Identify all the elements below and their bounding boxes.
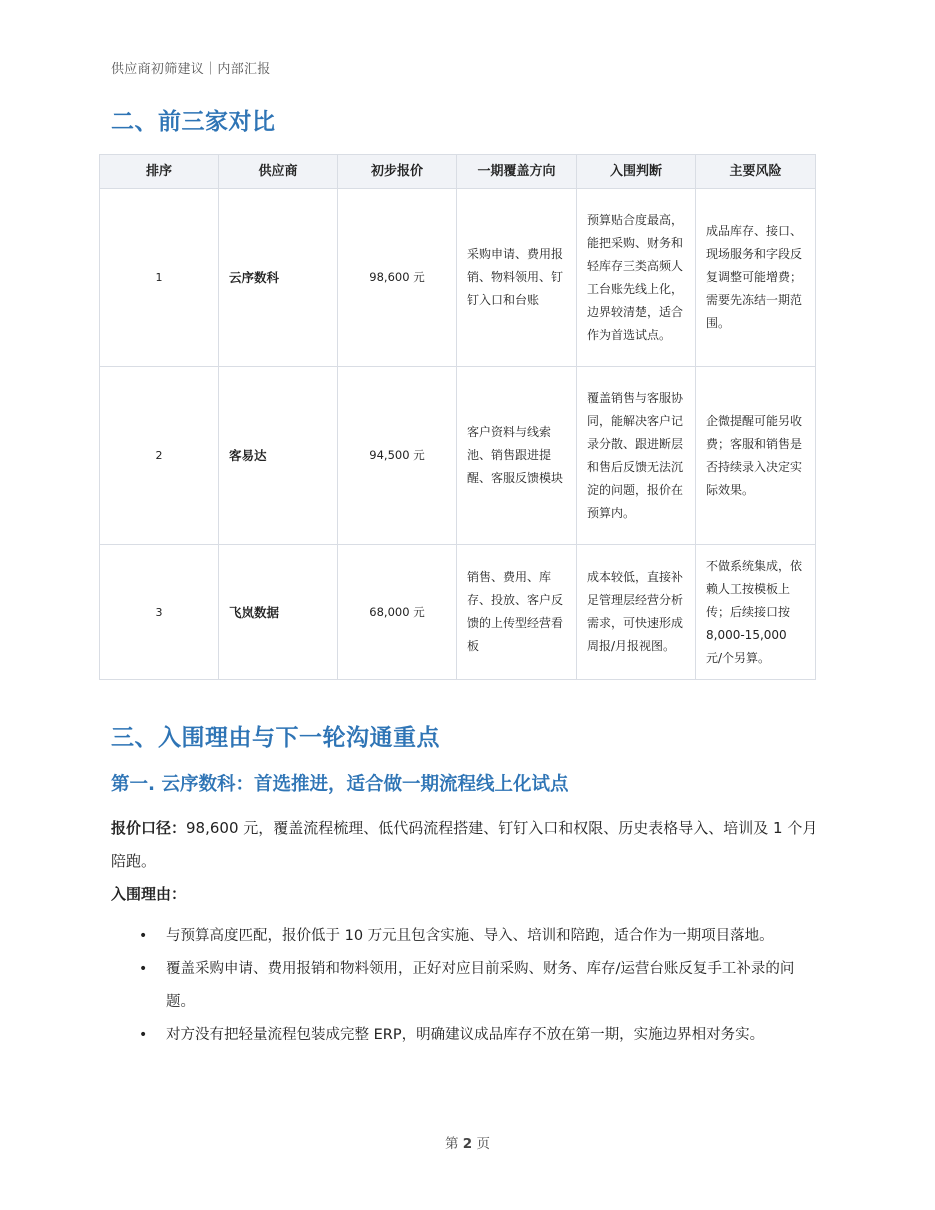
cell-vendor: 云序数科: [219, 189, 338, 367]
comparison-table: [99, 154, 816, 680]
reason-text: 覆盖采购申请、费用报销和物料领用，正好对应目前采购、财务、库存/运营台账反复手工补录的问题。: [166, 961, 795, 1010]
table-row: [100, 189, 816, 367]
table-header-row: [100, 155, 816, 189]
cell-coverage: 销售、费用、库存、投放、客户反馈的上传型经营看板: [457, 545, 577, 680]
reason-text: 与预算高度匹配，报价低于 10 万元且包含实施、导入、培训和陪跑，适合作为一期项目落地。: [166, 928, 774, 944]
list-item: [111, 920, 821, 953]
section-title-reasons: 三、入围理由与下一轮沟通重点: [111, 725, 440, 751]
page-suffix: 页: [476, 1136, 490, 1152]
page-number: 2: [462, 1136, 473, 1152]
price-text: 98,600 元，覆盖流程梳理、低代码流程搭建、钉钉入口和权限、历史表格导入、培训及 1 个月陪跑。: [111, 819, 818, 870]
col-header-price: 初步报价: [338, 155, 457, 189]
table-row: [100, 545, 816, 680]
cell-price: 68,000 元: [338, 545, 457, 680]
cell-rank: 2: [100, 367, 219, 545]
price-label: 报价口径：: [111, 819, 187, 837]
reason-label: 入围理由：: [111, 885, 187, 903]
table-row: [100, 367, 816, 545]
col-header-coverage: 一期覆盖方向: [457, 155, 577, 189]
cell-risk: 成品库存、接口、现场服务和字段反复调整可能增费；需要先冻结一期范围。: [696, 189, 816, 367]
page-footer: [0, 1132, 935, 1152]
subsection-title-yunxu: 第一. 云序数科：首选推进，适合做一期流程线上化试点: [111, 774, 569, 795]
reasons-list: [111, 920, 821, 1052]
reason-text: 对方没有把轻量流程包装成完整 ERP，明确建议成品库存不放在第一期，实施边界相对务实。: [166, 1027, 765, 1043]
cell-rank: 3: [100, 545, 219, 680]
cell-vendor: 飞岚数据: [219, 545, 338, 680]
col-header-judgement: 入围判断: [577, 155, 696, 189]
cell-risk: 企微提醒可能另收费；客服和销售是否持续录入决定实际效果。: [696, 367, 816, 545]
list-item: [111, 953, 821, 1019]
col-header-rank: 排序: [100, 155, 219, 189]
bullet-icon: •: [139, 928, 148, 944]
cell-rank: 1: [100, 189, 219, 367]
cell-judgement: 成本较低，直接补足管理层经营分析需求，可快速形成周报/月报视图。: [577, 545, 696, 680]
section-title-comparison: 二、前三家对比: [111, 109, 276, 135]
cell-judgement: 覆盖销售与客服协同，能解决客户记录分散、跟进断层和售后反馈无法沉淀的问题，报价在预算内。: [577, 367, 696, 545]
cell-judgement: 预算贴合度最高，能把采购、财务和轻库存三类高频人工台账先线上化，边界较清楚，适合作为首选试点。: [577, 189, 696, 367]
cell-risk: 不做系统集成，依赖人工按模板上传；后续接口按 8,000-15,000 元/个另算。: [696, 545, 816, 680]
reason-label-paragraph: [111, 878, 819, 911]
cell-vendor: 客易达: [219, 367, 338, 545]
col-header-vendor: 供应商: [219, 155, 338, 189]
bullet-icon: •: [139, 961, 148, 977]
cell-price: 98,600 元: [338, 189, 457, 367]
cell-coverage: 客户资料与线索池、销售跟进提醒、客服反馈模块: [457, 367, 577, 545]
bullet-icon: •: [139, 1027, 148, 1043]
cell-price: 94,500 元: [338, 367, 457, 545]
cell-coverage: 采购申请、费用报销、物料领用、钉钉入口和台账: [457, 189, 577, 367]
list-item: [111, 1019, 821, 1052]
price-paragraph: [111, 812, 819, 878]
running-header: 供应商初筛建议｜内部汇报: [111, 62, 271, 77]
page-prefix: 第: [445, 1136, 459, 1152]
col-header-risk: 主要风险: [696, 155, 816, 189]
